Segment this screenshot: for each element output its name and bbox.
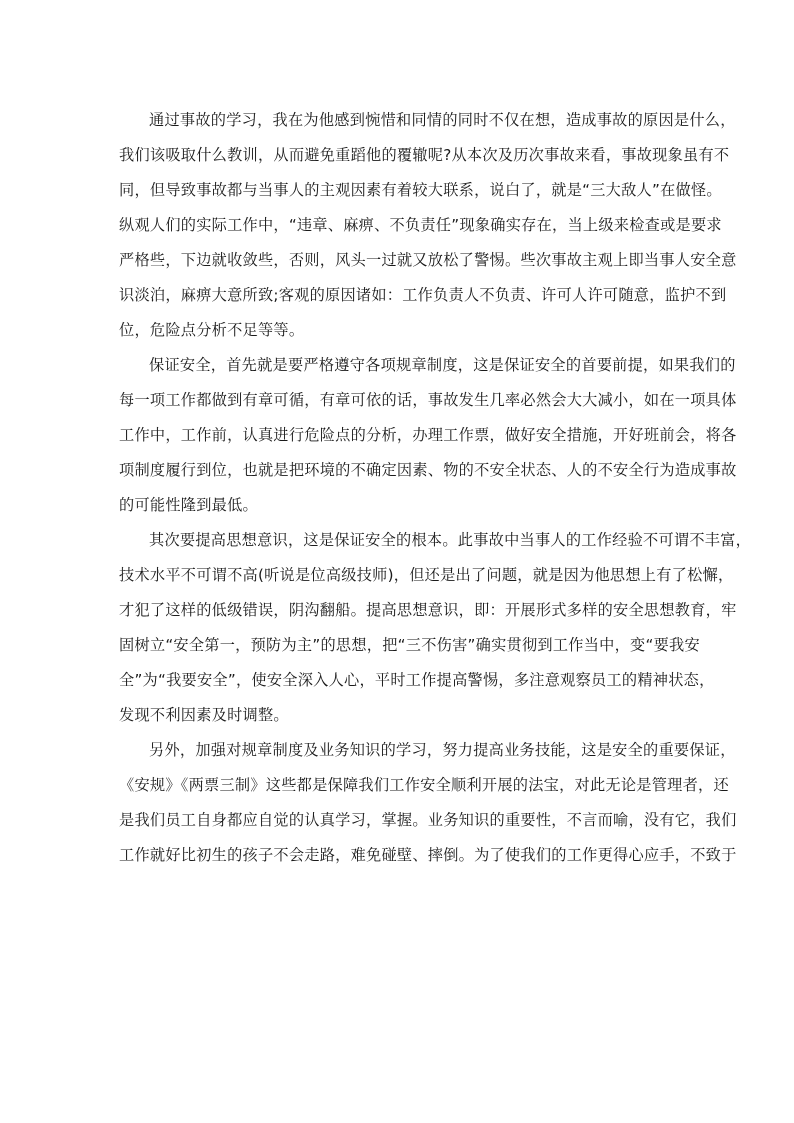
- text-line: 保证安全，首先就是要严格遵守各项规章制度，这是保证安全的首要前提，如果我们的: [149, 356, 736, 374]
- text-line: 是我们员工自身都应自觉的认真学习，掌握。业务知识的重要性，不言而喻，没有它，我们: [119, 811, 737, 829]
- text-line: 位，危险点分析不足等等。: [119, 321, 305, 339]
- text-line: 同，但导致事故都与当事人的主观因素有着较大联系，说白了，就是“三大敌人”在做怪。: [119, 181, 722, 199]
- text-line: 每一项工作都做到有章可循，有章可依的话，事故发生几率必然会大大减小，如在一项具体: [119, 391, 737, 409]
- document-body: [119, 103, 752, 873]
- text-line: 技术水平不可谓不高(听说是位高级技师)，但还是出了问题，就是因为他思想上有了松懈，: [119, 566, 734, 584]
- text-line: 发现不利因素及时调整。: [119, 706, 289, 724]
- text-line: 严格些，下边就收敛些，否则，风头一过就又放松了警惕。些次事故主观上即当事人安全意: [119, 251, 737, 269]
- text-line: 我们该吸取什么教训，从而避免重蹈他的覆辙呢?从本次及历次事故来看，事故现象虽有不: [119, 146, 730, 164]
- text-line: 纵观人们的实际工作中，“违章、麻痹、不负责任”现象确实存在，当上级来检查或是要求: [119, 216, 722, 234]
- text-line: 工作就好比初生的孩子不会走路，难免碰壁、摔倒。为了使我们的工作更得心应手，不致于: [119, 846, 737, 864]
- paragraph: [119, 733, 737, 873]
- text-line: 《安规》《两票三制》这些都是保障我们工作安全顺利开展的法宝，对此无论是管理者，还: [119, 776, 729, 794]
- text-line: 通过事故的学习，我在为他感到惋惜和同情的同时不仅在想，造成事故的原因是什么，: [149, 111, 736, 129]
- text-line: 项制度履行到位，也就是把环境的不确定因素、物的不安全状态、人的不安全行为造成事故: [119, 461, 737, 479]
- text-line: 其次要提高思想意识，这是保证安全的根本。此事故中当事人的工作经验不可谓不丰富，: [149, 531, 752, 549]
- paragraph: [119, 348, 737, 523]
- text-line: 全”为“我要安全”，使安全深入人心，平时工作提高警惕，多注意观察员工的精神状态，: [119, 671, 715, 689]
- paragraph: [119, 523, 752, 733]
- text-line: 的可能性隆到最低。: [119, 496, 258, 514]
- text-line: 工作中，工作前，认真进行危险点的分析，办理工作票，做好安全措施，开好班前会，将各: [119, 426, 737, 444]
- text-line: 另外，加强对规章制度及业务知识的学习，努力提高业务技能，这是安全的重要保证，: [149, 741, 736, 759]
- text-line: 识淡泊，麻痹大意所致;客观的原因诸如：工作负责人不负责、许可人许可随意，监护不到: [119, 286, 727, 304]
- text-line: 固树立“安全第一，预防为主”的思想，把“三不伤害”确实贯彻到工作当中，变“要我安: [119, 636, 700, 654]
- paragraph: [119, 103, 737, 348]
- text-line: 才犯了这样的低级错误，阴沟翻船。提高思想意识，即：开展形式多样的安全思想教育，牢: [119, 601, 737, 619]
